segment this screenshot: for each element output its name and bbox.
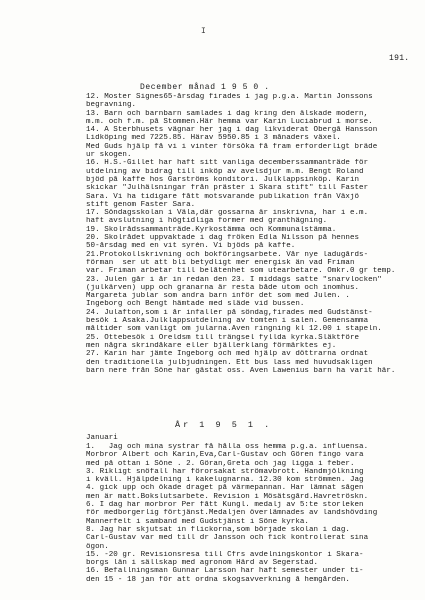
january-entry-line: 3. Rikligt snöfall har förorsakat strömavbrott. Handmjölkning	[86, 467, 364, 476]
january-entry-line: 6. I dag har morbror Per fått Kungl. medalj av 5:te storleken	[86, 501, 364, 510]
december-entry-line: den traditionella julbjudningen. Ett bus lass med huvudsakligen	[86, 358, 373, 367]
december-entry-line: bjöd på kaffe hos Garströms konditori. Julklappsinköp. Karin	[86, 175, 360, 184]
december-entry-line: 13. Barn och barnbarn samlades i dag kring den älskade modern,	[86, 109, 369, 118]
january-entry-line: Mannerfelt i samband med Gudstjänst i Söne kyrka.	[86, 517, 309, 526]
december-entry-line: m.m. och f.m. på Stommen.Här hemma var Karin Luciabrud i morse.	[86, 117, 373, 126]
december-entry-line: 20. Skolrådet uppvaktade i dag fröken Edla Nilsson på hennes	[86, 234, 360, 243]
january-entry-line: för medborgerlig förtjänst.Medaljen överlämnades av landshövding	[86, 509, 378, 518]
january-entry-line: med på ottan i Söne . 2. Göran,Greta och jag ligga i feber.	[86, 459, 355, 468]
december-entry-line: skickar "Julhälsningar från präster i Skara stift" till Faster	[86, 184, 369, 193]
december-entry-line: förman ser ut att bli betydligt mer energisk än vad Friman	[86, 258, 355, 267]
january-entry-line: Carl-Gustav var med till dr Jansson och fick kontrollerat sina	[86, 534, 369, 543]
december-entry-line: 50-årsdag med en vit syrén. Vi bjöds på kaffe.	[86, 242, 296, 251]
january-entry-line: men är matt.Bokslutsarbete. Revision i Mösätsgård.Havretröskn.	[86, 492, 369, 501]
december-entry-line: måltider som vanligt om jularna.Även ringning kl 12.00 i stapeln.	[86, 325, 382, 334]
top-mark: I	[201, 27, 206, 36]
december-entry-line: Lidköping med 7225.85. Härav 5950.85 i 3 månaders växel.	[86, 134, 341, 143]
january-entry-line: 8. Jag har skjutsat in flickorna,som började skolan i dag.	[86, 525, 350, 534]
december-entry-line: men några skrindåkare eller bjällerklang förmärktes ej.	[86, 341, 337, 350]
january-entry-line: 15. -20 gr. Revisionsresa till Cfrs avdelningskontor i Skara-	[86, 550, 364, 559]
december-entry-line: 25. Ottebesök i Öreldsm till trängsel fyllda kyrka.Släktföre	[86, 333, 360, 342]
december-entry-line: begravning.	[86, 101, 137, 110]
december-entry-line: barn nere från Söne har gästat oss. Även Lawenius barn ha varit här.	[86, 366, 396, 375]
december-entry-line: 21.Protokollskrivning och bokföringsarbete. Vår nye ladugårds-	[86, 250, 369, 259]
december-entry-line: besök i Åsaka.Julklappsutdelning av tomten i salen. Gemensamma	[86, 317, 369, 326]
january-entry-line: den 15 - 18 jan för att ordna skogsavverkning å hemgården.	[86, 575, 350, 584]
january-entry-line: 16. Befallningsman Gunnar Larsson har haft semester under ti-	[86, 567, 364, 576]
january-entry-line: borgs län i sällskap med agronom Härd av Segerstad.	[86, 559, 319, 568]
december-heading: December månad 1 9 5 0 .	[140, 83, 270, 92]
december-entry-line: 27. Karin har jämte Ingeborg och med hjälp av döttrarna ordnat	[86, 350, 369, 359]
december-entry-line: var. Friman arbetar till belåtenhet som utearbetare. Omkr.0 gr temp.	[86, 267, 396, 276]
december-entries	[86, 93, 412, 375]
december-entry-line: Margareta jublar som andra barn inför det som med Julen. .	[86, 292, 350, 301]
december-entry-line: ur skogen.	[86, 151, 132, 160]
december-entry-line: stift genom Faster Sara.	[86, 200, 196, 209]
december-entry-line: 24. Julafton,som i år infaller på söndag,firades med Gudstänst-	[86, 308, 373, 317]
january-entry-line: ögon.	[86, 542, 109, 551]
december-entry-line: haft avslutning i högtidliga former med granthägning.	[86, 217, 328, 226]
december-entry-line: 17. Söndagsskolan i Väla,där gossarna är inskrivna, har i e.m.	[86, 209, 369, 218]
january-entry-line: i kväll. Hjälpdelning i kakelugnarna. 12.30 kom strömmen. Jag	[86, 476, 364, 485]
december-entry-line: 23. Julen går i år in redan den 23. I middags satte "snarvlocken"	[86, 275, 382, 284]
page-number: 191.	[389, 54, 410, 63]
december-entry-line: Med Guds hjälp få vi i vinter försöka få fram erforderligt bräde	[86, 142, 378, 151]
january-entry-line: Morbror Albert och Karin,Eva,Carl-Gustav och Gören fingo vara	[86, 451, 364, 460]
january-label: Januari	[86, 434, 118, 442]
january-entry-line: 1. Jag och mina systrar få hålla oss hemma p.g.a. influensa.	[86, 443, 369, 451]
december-entry-line: utdelning av bidrag till inköp av avelsdjur m.m. Bengt Roland	[86, 167, 364, 176]
january-entries	[86, 443, 412, 584]
december-entry-line: Sara. Vi ha tidigare fått motsvarande publikation från Växjö	[86, 192, 360, 201]
year-heading: År 1 9 5 1 .	[175, 420, 273, 430]
december-entry-line: 16. H.S.-Gillet har haft sitt vanliga decemberssammanträde för	[86, 159, 369, 168]
december-entry-line: (julkärven) upp och granarna är resta både utom och inomhus.	[86, 283, 360, 292]
december-entry-line: 14. Å Sterbhusets vägnar her jag i dag likviderat Öbergå Hansson	[86, 126, 378, 135]
december-entry-line: 12. Moster Signes65-årsdag firades i jag p.g.a. Martin Jonssons	[86, 93, 373, 101]
january-entry-line: 4. gick upp och ökade draget på värmepannan. Har lämnat sågen	[86, 484, 364, 493]
december-entry-line: 19. Skolrådssammanträde.Kyrkostämma och Kommunalstämma.	[86, 225, 337, 234]
december-entry-line: Ingeborg och Bengt hämtade med släde vid bussen.	[86, 300, 305, 309]
